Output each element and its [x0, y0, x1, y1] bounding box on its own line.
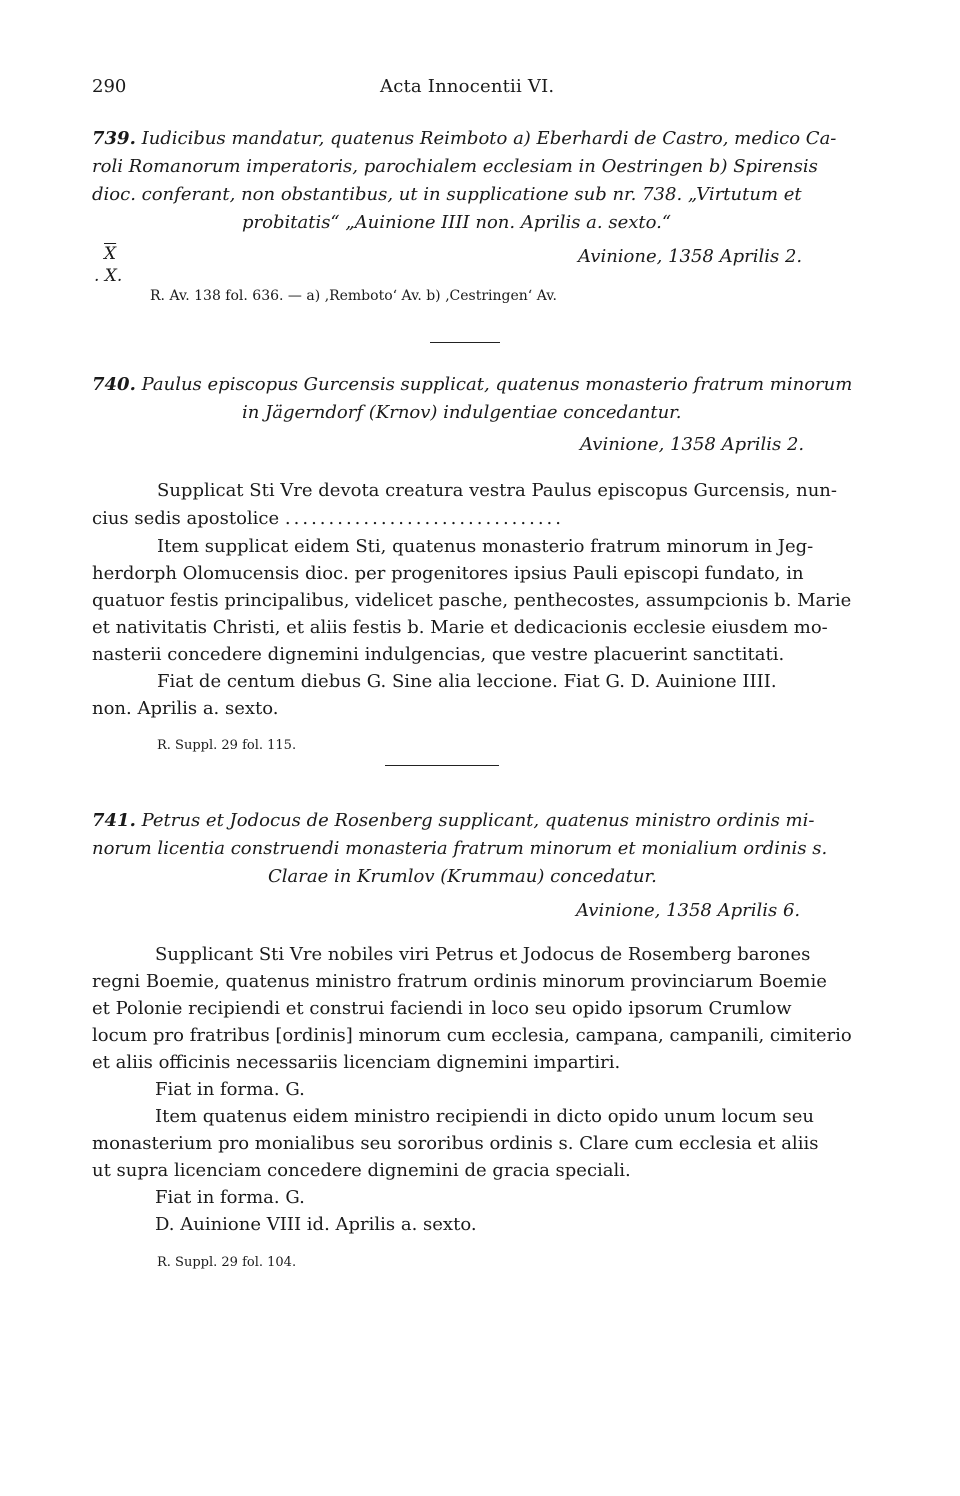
- text-740-line6: et nativitatis Christi, et aliis festis b. Marie et dedicacionis ecclesie eiusdem mo-: [92, 617, 828, 638]
- elision-dots: ................................: [284, 508, 564, 529]
- text-741-line8: monasterium pro monialibus seu sororibus ordinis s. Clare cum ecclesia et aliis: [92, 1133, 819, 1154]
- text-740-line8: Fiat de centum diebus G. Sine alia leccione. Fiat G. D. Auinione IIII.: [157, 671, 777, 692]
- text-741-line1: Supplicant Sti Vre nobiles viri Petrus et Jodocus de Rosemberg barones: [155, 944, 811, 965]
- entry-number-740: 740.: [92, 374, 136, 395]
- regest-740-line2: in Jägerndorf (Krnov) indulgentiae concedantur.: [242, 402, 682, 423]
- text-741-line9: ut supra licenciam concedere dignemini de gracia speciali.: [92, 1160, 631, 1181]
- text-740-line5: quatuor festis principalibus, videlicet pasche, penthecostes, assumpcionis b. Marie: [92, 590, 852, 611]
- date-741: Avinione, 1358 Aprilis 6.: [576, 900, 801, 921]
- page-header: [92, 76, 842, 100]
- regest-740-line1: 740. Paulus episcopus Gurcensis supplicat, quatenus monasterio fratrum minorum: [92, 374, 853, 395]
- regest-741-line2: norum licentia construendi monasteria fratrum minorum et monialium ordinis s.: [92, 838, 828, 859]
- text-740-line9: non. Aprilis a. sexto.: [92, 698, 279, 719]
- text-741-line5: et aliis officinis necessariis licenciam dignemini impartiri.: [92, 1052, 621, 1073]
- text-741-line10: Fiat in forma. G.: [155, 1187, 305, 1208]
- page-number: 290: [92, 76, 127, 97]
- source-739: R. Av. 138 fol. 636. — a) ‚Remboto‘ Av. b) ‚Cestringen‘ Av.: [150, 288, 557, 304]
- text-741-line3: et Polonie recipiendi et construi faciendi in loco seu opido ipsorum Crumlow: [92, 998, 792, 1019]
- entry-number-741: 741.: [92, 810, 136, 831]
- entry-number-739: 739.: [92, 128, 136, 149]
- regest-739-line3: dioc. conferant, non obstantibus, ut in supplicatione sub nr. 738. „Virtutum et: [92, 184, 802, 205]
- margin-mark-1: $\overline{X}$: [104, 244, 117, 264]
- date-739: Avinione, 1358 Aprilis 2.: [578, 246, 803, 267]
- text-740-line2: cius sedis apostolice ................................: [92, 508, 564, 529]
- separator-rule-2: [385, 765, 499, 766]
- regest-739-line2: roli Romanorum imperatoris, parochialem ecclesiam in Oestringen b) Spirensis: [92, 156, 818, 177]
- running-title: Acta Innocentii VI.: [380, 76, 555, 97]
- text-740-line7: nasterii concedere dignemini indulgencias, que vestre placuerint sanctitati.: [92, 644, 785, 665]
- source-740: R. Suppl. 29 fol. 115.: [157, 738, 297, 753]
- regest-741-line3: Clarae in Krumlov (Krummau) concedatur.: [268, 866, 657, 887]
- date-740: Avinione, 1358 Aprilis 2.: [580, 434, 805, 455]
- text-741-line4: locum pro fratribus [ordinis] minorum cum ecclesia, campana, campanili, cimiterio: [92, 1025, 852, 1046]
- text-740-line1: Supplicat Sti Vre devota creatura vestra Paulus episcopus Gurcensis, nun-: [157, 480, 837, 501]
- separator-rule-1: [430, 342, 500, 343]
- regest-739-line4: probitatis“ „Auinione IIII non. Aprilis a. sexto.“: [242, 212, 672, 233]
- text-741-line7: Item quatenus eidem ministro recipiendi in dicto opido unum locum seu: [155, 1106, 814, 1127]
- text-740-line3: Item supplicat eidem Sti, quatenus monasterio fratrum minorum in Jeg-: [157, 536, 814, 557]
- text-741-line2: regni Boemie, quatenus ministro fratrum ordinis minorum provinciarum Boemie: [92, 971, 827, 992]
- regest-741-line1: 741. Petrus et Jodocus de Rosenberg supplicant, quatenus ministro ordinis mi-: [92, 810, 815, 831]
- text-741-line11: D. Auinione VIII id. Aprilis a. sexto.: [155, 1214, 477, 1235]
- regest-739-line1: 739. Iudicibus mandatur, quatenus Reimboto a) Eberhardi de Castro, medico Ca-: [92, 128, 837, 149]
- text-741-line6: Fiat in forma. G.: [155, 1079, 305, 1100]
- source-741: R. Suppl. 29 fol. 104.: [157, 1255, 297, 1270]
- margin-mark-2: . X.: [94, 266, 123, 286]
- text-740-line4: herdorph Olomucensis dioc. per progenitores ipsius Pauli episcopi fundato, in: [92, 563, 804, 584]
